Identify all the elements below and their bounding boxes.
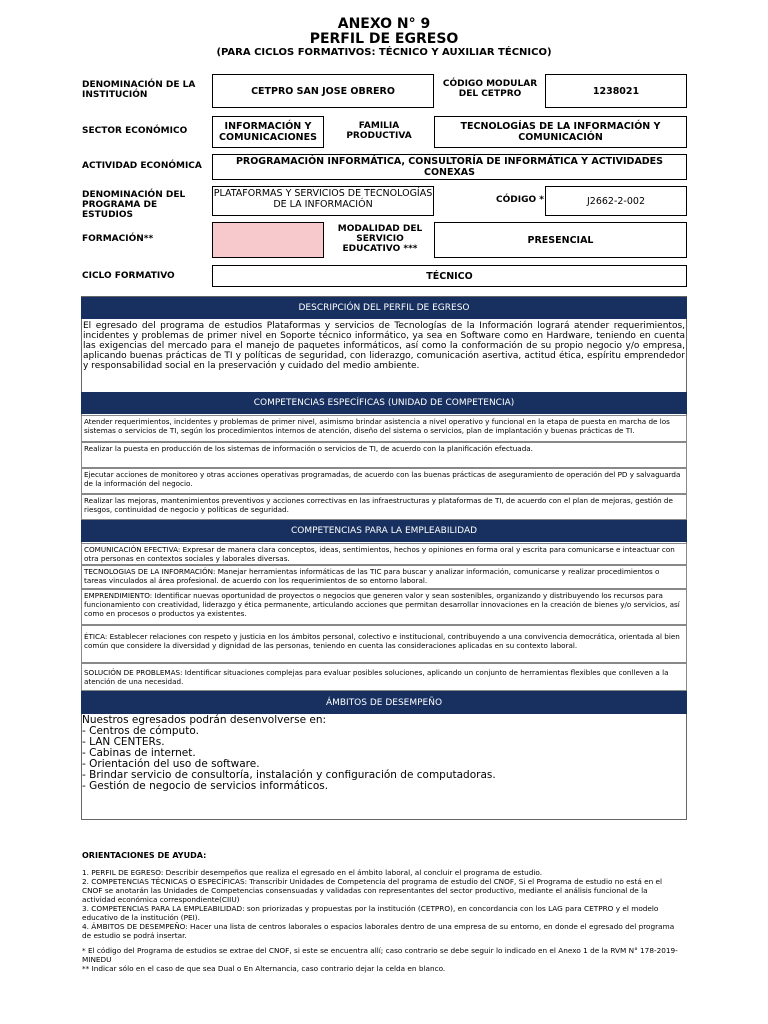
scope-header: ÁMBITOS DE DESEMPEÑO [81,691,687,714]
scope-line: Nuestros egresados podrán desenvolverse en: [82,714,327,726]
scope-list [82,715,682,792]
program-value: PLATAFORMAS Y SERVICIOS DE TECNOLOGÍAS DE LA INFORMACIÓN [213,188,433,210]
modular-code-label: CÓDIGO MODULAR DEL CETPRO [442,79,538,99]
annex-title: ANEXO N° 9 [337,16,431,32]
training-label: FORMACIÓN** [82,234,154,244]
sector-field[interactable] [212,116,324,148]
sector-label: SECTOR ECONÓMICO [82,126,188,136]
specific-competency-3: Ejecutar acciones de monitoreo y otras acciones operativas programadas, de acuerdo con las buenas prácticas de aseguramiento de operación del PD y salvaguarda de la información del negocio. [81,468,687,494]
sector-value: INFORMACIÓN Y COMUNICACIONES [219,121,317,143]
specific-competency-2: Realizar la puesta en producción de los sistemas de información o servicios de TI, de acuerdo con la planificación efectuada. [81,442,687,468]
institution-label: DENOMINACIÓN DE LA INSTITUCIÓN [82,80,196,100]
scope-line: - Cabinas de internet. [82,747,196,759]
profile-description-text: El egresado del programa de estudios Plataformas y servicios de Tecnologías de la Información logrará atender requerimientos, incidentes y problemas de primer nivel en Soporte técnico informático, ya sea en Software como en Hardware, teniendo en cuenta las exigencias del mercado para el manejo de paquetes informáticos, así como la conformación de su propio negocio y/o empresa, aplicando buenas prácticas de TI y políticas de seguridad, con liderazgo, comunicación asertiva, actitud ética, espíritu emprendedor y responsabilidad social en la preservación y cuidado del medio ambiente. [83,321,685,371]
scope-line: - Centros de cómputo. [82,725,199,737]
activity-value: PROGRAMACIÓN INFORMÁTICA, CONSULTORÍA DE INFORMÁTICA Y ACTIVIDADES CONEXAS [235,156,664,178]
guidance-title: ORIENTACIONES DE AYUDA: [82,851,207,860]
guidance-item: 2. COMPETENCIAS TÉCNICAS O ESPECÍFICAS: Transcribir Unidades de Competencia del programa de estudio del CNOF, Si el Programa de estudio no está en el CNOF se anotarán las Unidades de Competencias consensuadas y validadas con representantes del sector productivo, mediante el análisis funcional de la actividad económica correspondiente(CIIU) [82,877,663,904]
modular-code-value: 1238021 [592,85,640,97]
scope-line: - Brindar servicio de consultoría, instalación y configuración de computadoras. [82,769,496,781]
modality-value: PRESENCIAL [527,234,594,246]
scope-line: - Orientación del uso de software. [82,758,260,770]
program-field[interactable] [212,186,434,216]
cycle-field[interactable] [212,265,687,287]
employability-header: COMPETENCIAS PARA LA EMPLEABILIDAD [81,520,687,542]
guidance-item: 3. COMPETENCIAS PARA LA EMPLEABILIDAD: son priorizadas y propuestas por la institución (CETPRO), en concordancia con los LAG para CETPRO y el modelo educativo de la institución (PEI). [82,904,659,922]
guidance-list [82,868,682,973]
institution-field[interactable] [212,74,434,108]
code-value: J2662-2-002 [586,195,645,207]
family-field[interactable] [434,116,687,148]
code-field[interactable] [545,186,687,216]
modality-label: MODALIDAD DEL SERVICIO EDUCATIVO *** [337,224,423,254]
guidance-item: 1. PERFIL DE EGRESO: Describir desempeños que realiza el egresado en el ámbito laboral, al concluir el programa de estudio. [82,868,543,877]
code-label: CÓDIGO * [496,195,544,205]
subtitle: (PARA CICLOS FORMATIVOS: TÉCNICO Y AUXILIAR TÉCNICO) [216,47,552,58]
employability-item-5: SOLUCIÓN DE PROBLEMAS: Identificar situaciones complejas para evaluar posibles soluciones, aplicando un conjunto de herramientas flexibles que conlleven a la atención de una necesidad. [81,663,687,691]
footnote: * El código del Programa de estudios se extrae del CNOF, si este se encuentra allí; caso contrario se debe seguir lo indicado en el Anexo 1 de la RVM N° 178-2019-MINEDU [82,946,678,964]
profile-title: PERFIL DE EGRESO [309,31,459,47]
family-value: TECNOLOGÍAS DE LA INFORMACIÓN Y COMUNICACIÓN [460,121,661,143]
scope-line: - LAN CENTERs. [82,736,165,748]
training-field[interactable] [212,222,324,258]
cycle-value: TÉCNICO [426,270,473,282]
employability-item-1: COMUNICACIÓN EFECTIVA: Expresar de manera clara conceptos, ideas, sentimientos, hechos y opiniones en forma oral y escrita para comunicarse e inteactuar con otra personas en contextos sociales y laborales diversas. [81,543,687,565]
specific-competency-1: Atender requerimientos, incidentes y problemas de primer nivel, asimismo brindar asistencia a nivel operativo y funcional en la etapa de puesta en marcha de los sistemas o servicios de TI, según los procedimientos internos de atención, diseño del sistema o servicios, plan de implantación y buenas prácticas de TI. [81,415,687,442]
modular-code-field[interactable] [545,74,687,108]
guidance-item: 4. ÁMBITOS DE DESEMPEÑO: Hacer una lista de centros laborales o espacios laborales dentro de una empresa de su entorno, en donde el egresado del programa de estudio se podrá insertar. [82,922,675,940]
scope-line: - Gestión de negocio de servicios informáticos. [82,780,329,792]
institution-value: CETPRO SAN JOSE OBRERO [251,85,395,97]
specific-competencies-header: COMPETENCIAS ESPECÍFICAS (UNIDAD DE COMPETENCIA) [81,392,687,414]
employability-item-3: EMPRENDIMIENTO: Identificar nuevas oportunidad de proyectos o negocios que generen valor y sean sostenibles, organizando y distribuyendo los recursos para funcionamiento con creatividad, liderazgo y ética permanente, articulando acciones que permitan desarrollar innovaciones en la creación de bienes y/o servicios, así como en procesos o productos ya existentes. [81,589,687,625]
activity-field[interactable] [212,154,687,180]
profile-description-header: DESCRIPCIÓN DEL PERFIL DE EGRESO [81,297,687,319]
cycle-label: CICLO FORMATIVO [82,271,175,281]
family-label: FAMILIA PRODUCTIVA [346,121,412,141]
activity-label: ACTIVIDAD ECONÓMICA [82,161,202,171]
program-label: DENOMINACIÓN DEL PROGRAMA DE ESTUDIOS [82,190,186,220]
footnote: ** Indicar sólo en el caso de que sea Dual o En Alternancia, caso contrario dejar la celda en blanco. [82,964,446,973]
specific-competency-4: Realizar las mejoras, mantenimientos preventivos y acciones correctivas en las infraestructuras y plataformas de TI, de acuerdo con el plan de mejoras, gestión de riesgos, continuidad de negocio y políticas de seguridad. [81,494,687,520]
employability-item-4: ÉTICA: Establecer relaciones con respeto y justicia en los ámbitos personal, colectivo e institucional, contribuyendo a una convivencia democrática, orientada al bien común que considere la diversidad y dignidad de las personas, teniendo en cuenta las consideraciones aplicadas en su contexto laboral. [81,625,687,663]
modality-field[interactable] [434,222,687,258]
employability-item-2: TECNOLOGIAS DE LA INFORMACIÓN: Manejar herramientas informáticas de las TIC para buscar y analizar información, comunicarse y realizar procedimientos o tareas vinculados al área profesional. de acuerdo con los requerimientos de so entorno laboral. [81,565,687,589]
